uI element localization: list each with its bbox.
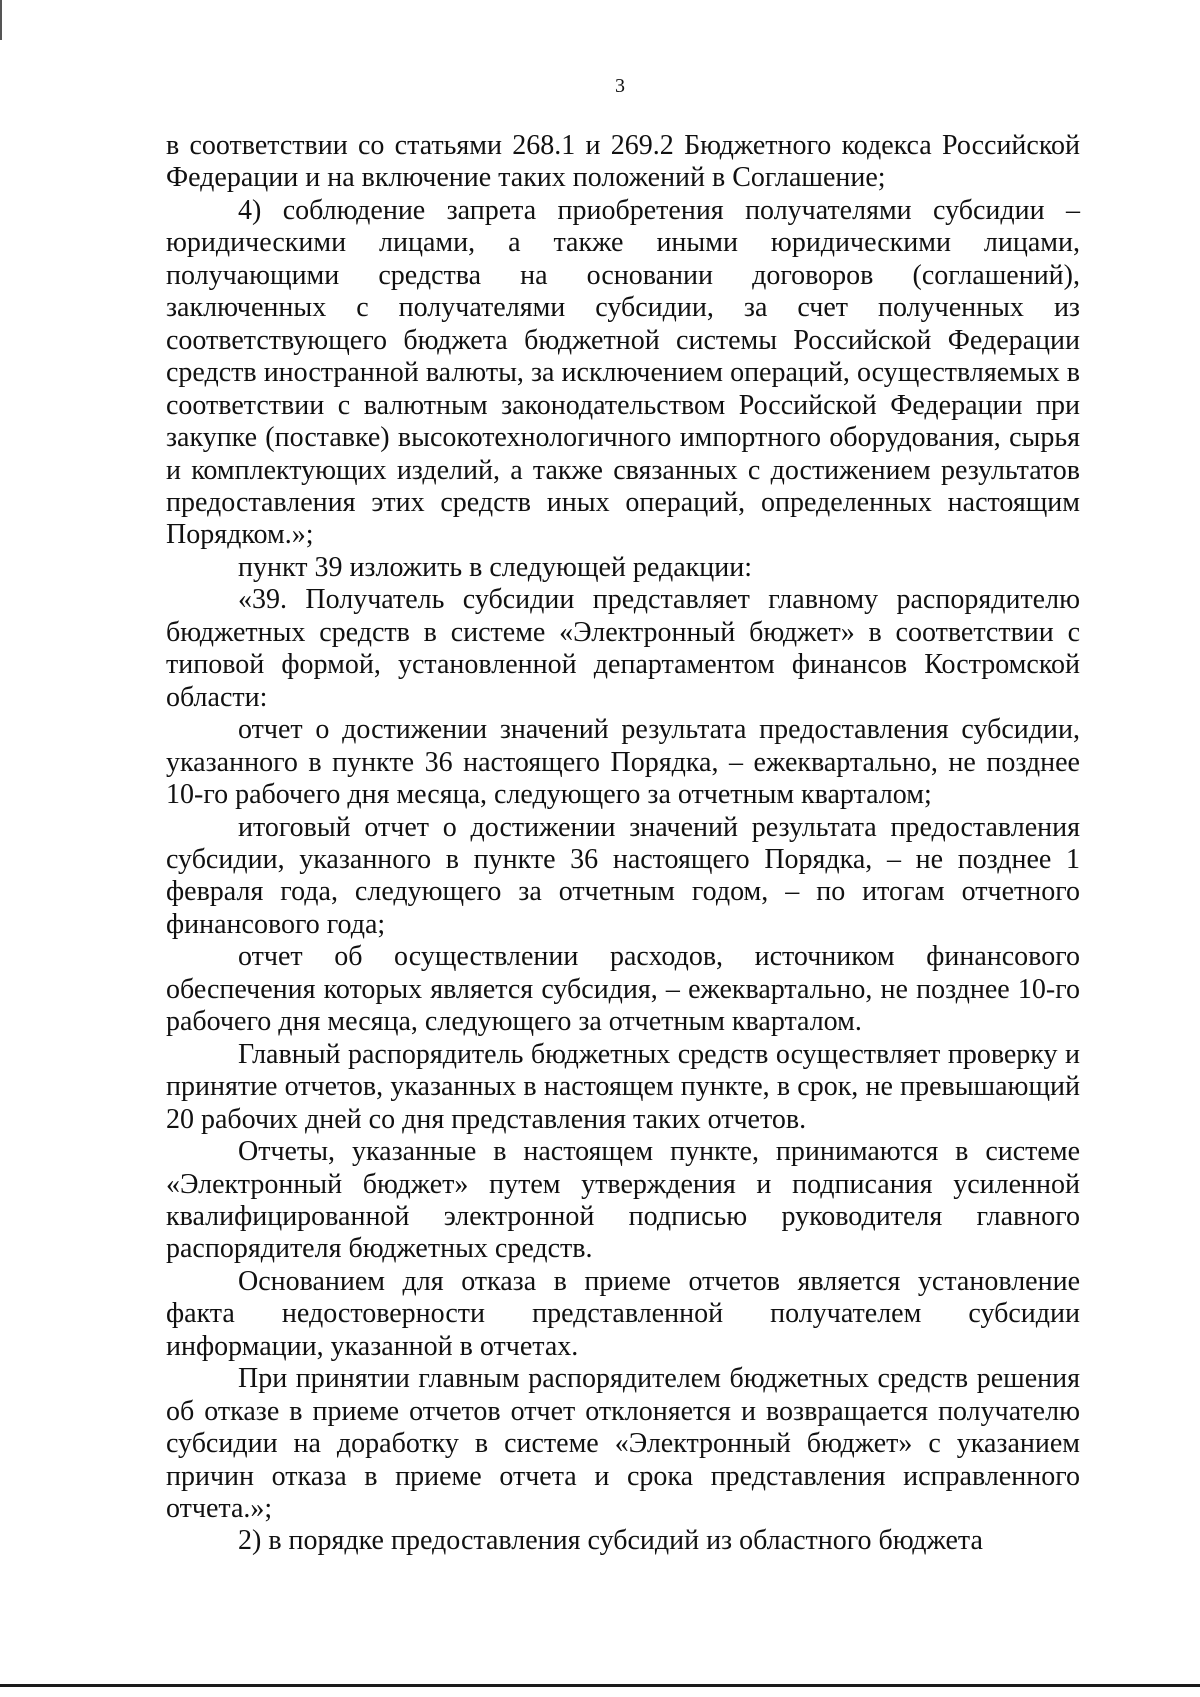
paragraph-report-results: отчет о достижении значений результата предоставления субсидии, указанного в пункте 36 настоящего Порядка, – ежеквартально, не позднее 10-го рабочего дня месяца, следующего за отчетным кварталом; — [166, 714, 1080, 811]
page-bottom-border — [0, 1684, 1200, 1687]
paragraph-refusal-grounds: Основанием для отказа в приеме отчетов является установление факта недостоверности представленной получателем субсидии информации, указанной в отчетах. — [166, 1265, 1080, 1362]
page-number: 3 — [615, 75, 625, 97]
paragraph-clause-39: «39. Получатель субсидии представляет главному распорядителю бюджетных средств в системе «Электронный бюджет» в соответствии с типовой формой, установленной департаментом финансов Костромской области: — [166, 584, 1080, 713]
document-body — [166, 130, 1080, 1558]
paragraph-acceptance: Отчеты, указанные в настоящем пункте, принимаются в системе «Электронный бюджет» путем утверждения и подписания усиленной квалифицированной электронной подписью руководителя главного распорядителя бюджетных средств. — [166, 1136, 1080, 1265]
paragraph-verification: Главный распорядитель бюджетных средств осуществляет проверку и принятие отчетов, указанных в настоящем пункте, в срок, не превышающий 20 рабочих дней со дня представления таких отчетов. — [166, 1038, 1080, 1135]
paragraph-item-4: 4) соблюдение запрета приобретения получателями субсидии – юридическими лицами, а также иными юридическими лицами, получающими средства на основании договоров (соглашений), заключенных с получателями субсидии, за счет полученных из соответствующего бюджета бюджетной системы Российской Федерации средств иностранной валюты, за исключением операций, осуществляемых в соответствии с валютным законодательством Российской Федерации при закупке (поставке) высокотехнологичного импортного оборудования, сырья и комплектующих изделий, а также связанных с достижением результатов предоставления этих средств иных операций, определенных настоящим Порядком.»; — [166, 194, 1080, 551]
paragraph-expense-report: отчет об осуществлении расходов, источником финансового обеспечения которых является субсидия, – ежеквартально, не позднее 10-го рабочего дня месяца, следующего за отчетным кварталом. — [166, 941, 1080, 1038]
paragraph-continuation: в соответствии со статьями 268.1 и 269.2 Бюджетного кодекса Российской Федерации и на включение таких положений в Соглашение; — [166, 130, 1080, 194]
paragraph-final-report: итоговый отчет о достижении значений результата предоставления субсидии, указанного в пункте 36 настоящего Порядка, – не позднее 1 февраля года, следующего за отчетным годом, – по итогам отчетного финансового года; — [166, 811, 1080, 940]
scan-edge-mark — [0, 0, 2, 40]
paragraph-amend-clause-39: пункт 39 изложить в следующей редакции: — [238, 551, 752, 583]
paragraph-refusal-procedure: При принятии главным распорядителем бюджетных средств решения об отказе в приеме отчетов отчет отклоняется и возвращается получателю субсидии на доработку в системе «Электронный бюджет» с указанием причин отказа в приеме отчета и срока представления исправленного отчета.»; — [166, 1363, 1080, 1525]
paragraph-item-2: 2) в порядке предоставления субсидий из областного бюджета — [238, 1525, 983, 1557]
